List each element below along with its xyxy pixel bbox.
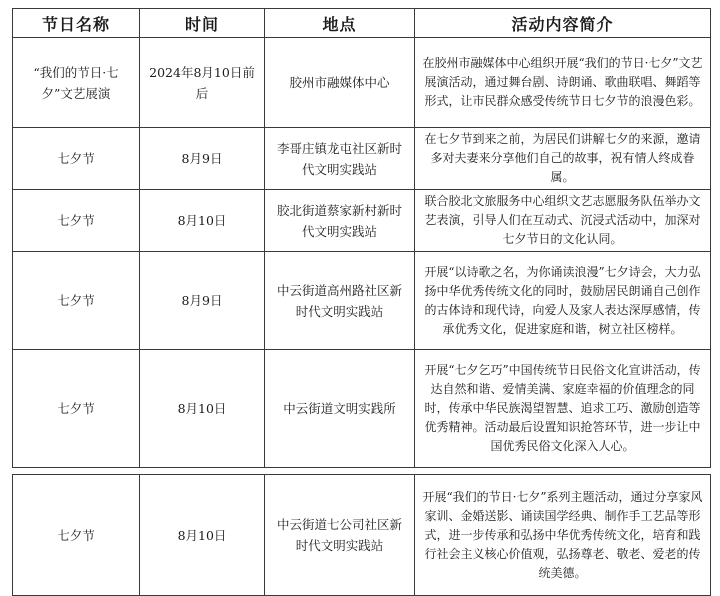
cell-place: 中云街道高州路社区新时代文明实践站 (265, 252, 415, 350)
cell-place: 中云街道七公司社区新时代文明实践站 (265, 475, 415, 596)
cell-festival-name: 七夕节 (13, 475, 140, 596)
cell-festival-name: 七夕节 (13, 128, 140, 190)
cell-time: 2024年8月10日前后 (140, 38, 265, 128)
table-row (13, 190, 711, 252)
cell-festival-name: 七夕节 (13, 252, 140, 350)
festival-activities-table (12, 8, 711, 596)
cell-festival-name: 七夕节 (13, 350, 140, 468)
cell-content: 在胶州市融媒体中心组织开展“我们的节日·七夕”文艺展演活动，通过舞台剧、诗朗诵、歌曲联唱、舞蹈等形式，让市民群众感受传统节日七夕节的浪漫色彩。 (415, 38, 711, 128)
cell-time: 8月10日 (140, 190, 265, 252)
table-header-row (13, 9, 711, 38)
row-gap (13, 468, 711, 475)
table-row-spacer (13, 468, 711, 475)
cell-time: 8月10日 (140, 350, 265, 468)
table-row (13, 252, 711, 350)
header-place: 地点 (265, 9, 415, 38)
table-row (13, 350, 711, 468)
table-row (13, 38, 711, 128)
cell-content: 在七夕节到来之前，为居民们讲解七夕的来源，邀请多对夫妻来分享他们自己的故事，祝有情人终成眷属。 (415, 128, 711, 190)
cell-place: 中云街道文明实践所 (265, 350, 415, 468)
cell-time: 8月9日 (140, 252, 265, 350)
cell-time: 8月10日 (140, 475, 265, 596)
cell-place: 胶州市融媒体中心 (265, 38, 415, 128)
cell-place: 李哥庄镇龙屯社区新时代文明实践站 (265, 128, 415, 190)
cell-content: 开展“我们的节日·七夕”系列主题活动，通过分享家风家训、金婚送影、诵读国学经典、制作手工艺品等形式，进一步传承和弘扬中华优秀传统文化，培育和践行社会主义核心价值观，弘扬尊老、敬老、爱老的传统美德。 (415, 475, 711, 596)
header-content: 活动内容简介 (415, 9, 711, 38)
table-row (13, 128, 711, 190)
cell-place: 胶北街道蔡家新村新时代文明实践站 (265, 190, 415, 252)
table-row (13, 475, 711, 596)
cell-time: 8月9日 (140, 128, 265, 190)
cell-content: 联合胶北文旅服务中心组织文艺志愿服务队伍举办文艺表演，引导人们在互动式、沉浸式活动中，加深对七夕节日的文化认同。 (415, 190, 711, 252)
cell-content: 开展“以诗歌之名，为你诵读浪漫”七夕诗会，大力弘扬中华优秀传统文化的同时，鼓励居民朗诵自己创作的古体诗和现代诗，向爱人及家人表达深厚感情，传承优秀文化，促进家庭和谐，树立社区榜样。 (415, 252, 711, 350)
cell-festival-name: 七夕节 (13, 190, 140, 252)
cell-content: 开展“七夕乞巧”中国传统节日民俗文化宣讲活动，传达自然和谐、爱情美满、家庭幸福的价值理念的同时，传承中华民族渴望智慧、追求工巧、激励创造等优秀精神。活动最后设置知识抢答环节，进一步让中国优秀民俗文化深入人心。 (415, 350, 711, 468)
header-time: 时间 (140, 9, 265, 38)
cell-festival-name: “我们的节日·七夕”文艺展演 (13, 38, 140, 128)
header-festival-name: 节日名称 (13, 9, 140, 38)
